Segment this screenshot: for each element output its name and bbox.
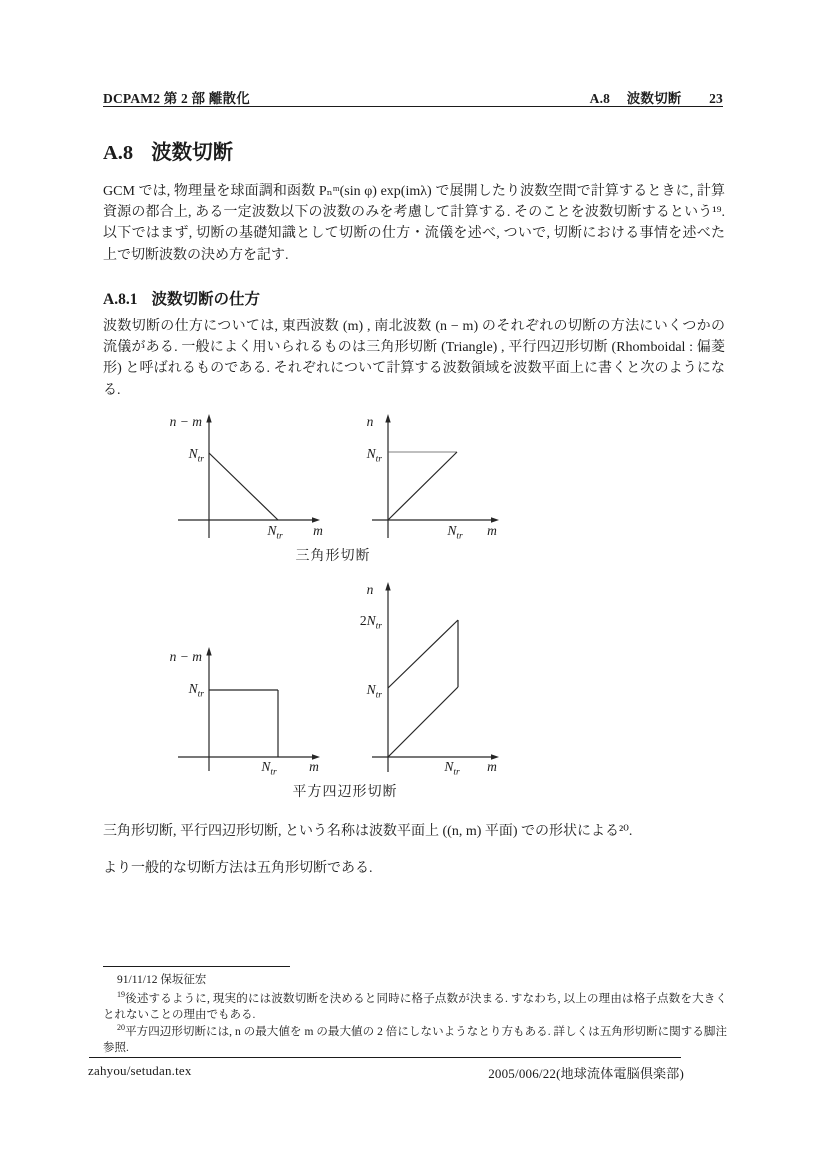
paragraph-pentagonal: より一般的な切断方法は五角形切断である. <box>103 861 373 876</box>
ntr-base: N <box>188 681 198 696</box>
footnote-19 <box>103 987 727 1023</box>
y-axis-arrow-icon <box>206 647 211 656</box>
ntr-sub: tr <box>456 531 463 542</box>
fig-triangle-left-ytick-ntr <box>152 446 204 468</box>
section-heading <box>103 135 233 165</box>
header-rule <box>103 106 723 107</box>
paragraph-intro: GCM では, 物理量を球面調和函数 Pₙᵐ(sin φ) exp(imλ) で展開したり波数空間で計算するときに, 計算資源の都合上, ある一定波数以下の波数のみを考慮して計算する. そのことを波数切断するという¹⁹. 以下ではまず, 切断の基礎知識として切断の仕方・流儀を述べ, ついで, 切断における事情を述べた上で切断波数の決め方を記す. <box>103 184 739 263</box>
fig-rhomboidal-left-ytick-ntr <box>152 681 204 703</box>
footer-date-club: 2005/006/22(地球流体電脳倶楽部) <box>488 1066 684 1081</box>
footnote-rule <box>103 966 290 967</box>
fig-triangle-left-xtick-ntr <box>249 523 301 545</box>
ntr-sub: tr <box>375 454 382 465</box>
ntr-base: N <box>444 759 454 774</box>
y-axis-arrow-icon <box>385 414 390 423</box>
truncation-boundary-line <box>209 453 278 520</box>
fig-triangle-right-xlabel: m <box>487 523 497 538</box>
x-axis-arrow-icon <box>312 517 320 522</box>
paragraph-truncation-methods: 波数切断の仕方については, 東西波数 (m) , 南北波数 (n − m) のそれぞれの切断の方法にいくつかの流儀がある. 一般によく用いられるものは三角形切断 (Triangle) , 平行四辺形切断 (Rhomboidal : 偏菱形) と呼ばれるものである. それぞれについて計算する波数領域を波数平面上に書くと次のようになる. <box>103 319 725 398</box>
fig-rhomboidal-right-ytick-2ntr <box>322 613 382 635</box>
ntr-sub: tr <box>276 531 283 542</box>
ntr-base: N <box>267 523 277 538</box>
ntr-sub: tr <box>197 689 204 700</box>
ntr-base: N <box>188 446 198 461</box>
fig-rhomboidal-right-ytick-ntr <box>330 682 382 704</box>
fig-rhomboidal-right-ylabel: n <box>366 582 374 597</box>
truncation-boundary-line <box>388 452 457 520</box>
ntr-base: N <box>366 682 376 697</box>
header-right <box>590 87 723 107</box>
fig-rhomboidal-right-xlabel: m <box>487 759 497 774</box>
footnote-19-text: 後述するように, 現実的には波数切断を決めると同時に格子点数が決まる. すなわち, 以上の理由は格子点数を大きくとれないことの理由でもある. <box>103 992 727 1022</box>
two-prefix: 2 <box>359 613 367 628</box>
page-header <box>103 87 723 107</box>
subsection-heading <box>103 287 260 309</box>
footnote-20-text: 平方四辺形切断には, n の最大値を m の最大値の 2 倍にしないようなとり方もある. 詳しくは五角形切断に関する脚注参照. <box>103 1025 727 1055</box>
footnote-date-author: 91/11/12 保坂征宏 <box>117 974 207 986</box>
ntr-sub: tr <box>453 767 460 778</box>
fig-rhomboidal-left-ylabel: n − m <box>169 649 202 664</box>
parallelogram-top-edge <box>388 620 458 688</box>
header-section-title: 波数切断 <box>626 91 682 106</box>
footer-filename: zahyou/setudan.tex <box>88 1063 192 1078</box>
header-page-number: 23 <box>709 91 723 106</box>
y-axis-arrow-icon <box>385 582 390 591</box>
y-axis-arrow-icon <box>206 414 211 423</box>
fig-rhomboidal-left-xtick-ntr <box>243 759 295 781</box>
ntr-sub: tr <box>197 454 204 465</box>
x-axis-arrow-icon <box>491 517 499 522</box>
page-footer <box>88 1063 684 1082</box>
fig-triangle-left-ylabel: n − m <box>169 414 202 429</box>
fig-triangle-left-xlabel: m <box>313 523 323 538</box>
footer-rule <box>89 1057 681 1058</box>
subsection-title: 波数切断の仕方 <box>151 291 260 308</box>
fig-triangle-right-xtick-ntr <box>429 523 481 545</box>
ntr-sub: tr <box>270 767 277 778</box>
paragraph-naming: 三角形切断, 平行四辺形切断, という名称は波数平面上 ((n, m) 平面) での形状による²⁰. <box>103 824 633 839</box>
parallelogram-bottom-edge <box>388 687 458 757</box>
section-title: 波数切断 <box>151 142 234 164</box>
fig-triangle-caption: 三角形切断 <box>295 549 371 564</box>
fig-rhomboidal-left-xlabel: m <box>309 759 319 774</box>
ntr-base: N <box>447 523 457 538</box>
footnote-20 <box>103 1020 727 1056</box>
footnote-19-marker: 19 <box>117 990 125 999</box>
fig-triangle-right-ytick-ntr <box>330 446 382 468</box>
section-number: A.8 <box>103 142 134 164</box>
ntr-sub: tr <box>375 690 382 701</box>
header-section-number: A.8 <box>589 91 611 106</box>
ntr-base: N <box>366 446 376 461</box>
fig-rhomboidal-left-diagram <box>170 645 330 775</box>
header-left-title: DCPAM2 第 2 部 離散化 <box>103 91 250 106</box>
fig-rhomboidal-right-xtick-ntr <box>426 759 478 781</box>
fig-rhomboidal-caption: 平方四辺形切断 <box>292 785 398 800</box>
ntr-sub: tr <box>375 621 382 632</box>
ntr-base: N <box>366 613 376 628</box>
fig-rhomboidal-right-diagram <box>368 580 503 780</box>
footnote-20-marker: 20 <box>117 1023 125 1032</box>
ntr-base: N <box>261 759 271 774</box>
subsection-number: A.8.1 <box>103 291 138 308</box>
fig-triangle-right-ylabel: n <box>366 414 374 429</box>
